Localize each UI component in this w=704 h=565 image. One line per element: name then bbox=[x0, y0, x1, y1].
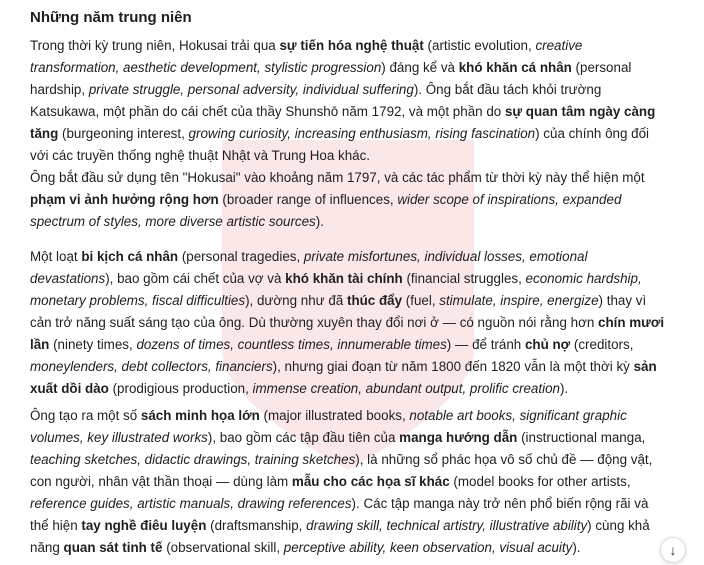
bold-term: tăng bbox=[30, 126, 59, 141]
text-run: Trong thời kỳ trung niên, Hokusai trải qua bbox=[30, 38, 280, 53]
text-run: ). bbox=[559, 381, 569, 396]
text-run: (personal bbox=[571, 60, 632, 75]
italic-synonyms: spectrum of styles, more diverse artistic sources bbox=[30, 214, 316, 229]
italic-synonyms: drawing skill, technical artistry, illustrative ability bbox=[306, 518, 588, 533]
italic-synonyms: dozens of times, countless times, innumerable times bbox=[136, 337, 447, 352]
text-run: (personal tragedies, bbox=[178, 249, 304, 264]
italic-synonyms: immense creation, abundant output, prolific creation bbox=[252, 381, 560, 396]
document-content bbox=[30, 7, 690, 559]
text-run: (burgeoning interest, bbox=[58, 126, 189, 141]
text-run: Ông tạo ra một số bbox=[30, 408, 141, 423]
scroll-down-button[interactable] bbox=[660, 537, 686, 563]
italic-synonyms: perceptive ability, keen observation, visual acuity bbox=[283, 540, 573, 555]
text-run: ) thay vì bbox=[598, 293, 647, 308]
text-run: ), bao gồm cái chết của vợ và bbox=[105, 271, 286, 286]
italic-synonyms: growing curiosity, increasing enthusiasm, rising fascination bbox=[188, 126, 536, 141]
paragraph bbox=[30, 35, 690, 167]
text-run: ) của chính ông đối bbox=[535, 126, 650, 141]
text-line bbox=[30, 493, 690, 515]
text-line bbox=[30, 57, 690, 79]
text-line bbox=[30, 145, 690, 167]
italic-synonyms: creative bbox=[535, 38, 583, 53]
bold-term: chủ nợ bbox=[524, 337, 571, 352]
italic-synonyms: economic hardship, bbox=[525, 271, 642, 286]
text-run: với các truyền thống nghệ thuật Nhật và Trung Hoa khác. bbox=[30, 148, 371, 163]
bold-term: sách minh họa lớn bbox=[140, 408, 260, 423]
text-run: ), bao gồm các tập đầu tiên của bbox=[207, 430, 400, 445]
text-line bbox=[30, 356, 690, 378]
paragraph bbox=[30, 167, 690, 233]
text-run: (fuel, bbox=[402, 293, 440, 308]
arrow-down-icon: ↓ bbox=[669, 542, 677, 558]
text-line bbox=[30, 427, 690, 449]
text-run: (broader range of influences, bbox=[218, 192, 398, 207]
text-run: Katsukawa, một phần do cái chết của thầy Shunshō năm 1792, và một phần do bbox=[30, 104, 505, 119]
italic-synonyms: volumes, key illustrated works bbox=[30, 430, 208, 445]
text-run: (ninety times, bbox=[49, 337, 137, 352]
text-run: ). Các tập manga này trở nên phổ biến rộng rãi và bbox=[351, 496, 649, 511]
italic-synonyms: stimulate, inspire, energize bbox=[439, 293, 599, 308]
bold-term: sản bbox=[633, 359, 657, 374]
text-line bbox=[30, 378, 690, 400]
text-line bbox=[30, 515, 690, 537]
text-run: (major illustrated books, bbox=[259, 408, 410, 423]
text-line bbox=[30, 405, 690, 427]
italic-synonyms: monetary problems, fiscal difficulties bbox=[30, 293, 246, 308]
text-run: ), là những sổ phác họa vô số chủ đề — động vật, bbox=[355, 452, 653, 467]
text-line bbox=[30, 167, 690, 189]
text-run: Ông bắt đầu sử dụng tên "Hokusai" vào khoảng năm 1797, và các tác phẩm từ thời kỳ này thể hiện một bbox=[30, 170, 645, 185]
italic-synonyms: transformation, aesthetic development, stylistic progression bbox=[30, 60, 382, 75]
text-run: ), dường như đã bbox=[245, 293, 347, 308]
italic-synonyms: moneylenders, debt collectors, financiers bbox=[30, 359, 273, 374]
bold-term: thúc đẩy bbox=[346, 293, 403, 308]
text-run: (prodigious production, bbox=[108, 381, 253, 396]
text-run: hardship, bbox=[30, 82, 89, 97]
text-run: con người, nhân vật thần thoại — dùng làm bbox=[30, 474, 292, 489]
text-line bbox=[30, 268, 690, 290]
bold-term: tay nghề điêu luyện bbox=[81, 518, 207, 533]
text-run: ) đáng kể và bbox=[381, 60, 459, 75]
text-line bbox=[30, 101, 690, 123]
text-run: Một loạt bbox=[30, 249, 82, 264]
text-line bbox=[30, 290, 690, 312]
italic-synonyms: private struggle, personal adversity, individual suffering bbox=[88, 82, 414, 97]
text-run: (instructional manga, bbox=[517, 430, 646, 445]
text-line bbox=[30, 449, 690, 471]
italic-synonyms: wider scope of inspirations, expanded bbox=[397, 192, 622, 207]
text-run: thể hiện bbox=[30, 518, 82, 533]
bold-term: lần bbox=[30, 337, 50, 352]
text-line bbox=[30, 35, 690, 57]
text-run: (creditors, bbox=[570, 337, 634, 352]
bold-term: manga hướng dẫn bbox=[399, 430, 518, 445]
text-run: năng bbox=[30, 540, 64, 555]
text-run: (model books for other artists, bbox=[449, 474, 631, 489]
italic-synonyms: private misfortunes, individual losses, emotional bbox=[303, 249, 588, 264]
italic-synonyms: teaching sketches, didactic drawings, training sketches bbox=[30, 452, 356, 467]
italic-synonyms: notable art books, significant graphic bbox=[409, 408, 627, 423]
italic-synonyms: reference guides, artistic manuals, drawing references bbox=[30, 496, 352, 511]
bold-term: quan sát tinh tế bbox=[63, 540, 163, 555]
text-run: (observational skill, bbox=[162, 540, 284, 555]
text-line bbox=[30, 537, 690, 559]
paragraph bbox=[30, 246, 690, 400]
text-line bbox=[30, 312, 690, 334]
text-run: ) cùng khả bbox=[587, 518, 650, 533]
text-run: cản trở năng suất sáng tạo của ông. Dù thường xuyên thay đổi nơi ở — có nguồn nói rằng hơn bbox=[30, 315, 599, 330]
paragraph bbox=[30, 405, 690, 559]
bold-term: bi kịch cá nhân bbox=[81, 249, 179, 264]
text-run: (artistic evolution, bbox=[423, 38, 536, 53]
text-line bbox=[30, 189, 690, 211]
bold-term: xuất dồi dào bbox=[30, 381, 109, 396]
text-line bbox=[30, 79, 690, 101]
text-run: ). Ông bắt đầu tách khỏi trường bbox=[413, 82, 602, 97]
paragraphs bbox=[30, 35, 690, 559]
bold-term: sự quan tâm ngày càng bbox=[504, 104, 656, 119]
text-run: ). bbox=[572, 540, 581, 555]
bold-term: phạm vi ảnh hưởng rộng hơn bbox=[30, 192, 219, 207]
bold-term: khó khăn tài chính bbox=[285, 271, 403, 286]
bold-term: chín mươi bbox=[598, 315, 665, 330]
bold-term: mẫu cho các họa sĩ khác bbox=[291, 474, 450, 489]
text-line bbox=[30, 246, 690, 268]
text-line bbox=[30, 471, 690, 493]
text-line bbox=[30, 123, 690, 145]
text-line bbox=[30, 334, 690, 356]
text-run: ), nhưng giai đoạn từ năm 1800 đến 1820 vẫn là một thời kỳ bbox=[272, 359, 634, 374]
italic-synonyms: devastations bbox=[30, 271, 106, 286]
bold-term: khó khăn cá nhân bbox=[458, 60, 572, 75]
text-run: (financial struggles, bbox=[402, 271, 526, 286]
section-heading: Những năm trung niên bbox=[30, 9, 192, 26]
text-run: ). bbox=[315, 214, 324, 229]
text-line bbox=[30, 211, 690, 233]
bold-term: sự tiến hóa nghệ thuật bbox=[279, 38, 424, 53]
text-run: ) — để tránh bbox=[446, 337, 525, 352]
text-run: (draftsmanship, bbox=[206, 518, 307, 533]
